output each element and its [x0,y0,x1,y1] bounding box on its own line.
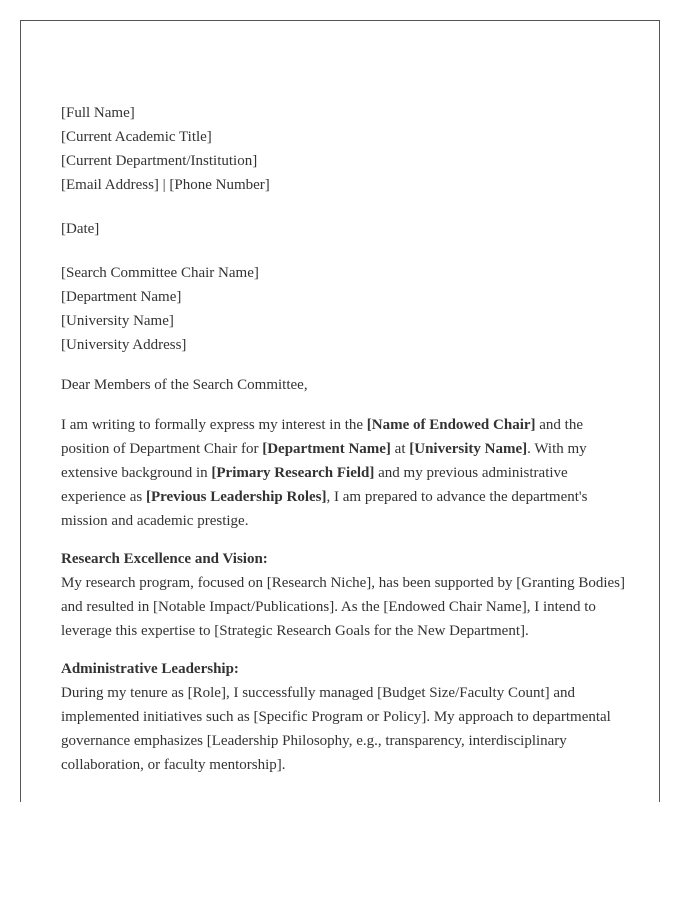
sender-title: [Current Academic Title] [61,129,212,145]
recipient-university: [University Name] [61,313,174,329]
intro-text-5: and my previous administrative experience as [61,465,568,505]
intro-paragraph [61,413,626,533]
research-section [61,547,626,643]
research-heading: Research Excellence and Vision: [61,551,268,567]
intro-research-field: [Primary Research Field] [211,465,375,481]
leadership-heading: Administrative Leadership: [61,661,239,677]
intro-leadership-roles: [Previous Leadership Roles] [145,489,327,505]
date-block [61,217,626,241]
intro-university: [University Name] [409,441,528,457]
letter-content [61,101,626,777]
intro-text-3: at [390,441,410,457]
sender-block [61,101,626,197]
sender-department: [Current Department/Institution] [61,153,258,169]
leadership-body: During my tenure as [Role], I successfully managed [Budget Size/Faculty Count] and implemented initiatives such as [Specific Program or Policy]. My approach to departmental governance emphasizes [Leadership Philosophy, e.g., transparency, interdisciplinary collaboration, or faculty mentorship]. [61,685,611,773]
recipient-address: [University Address] [61,337,187,353]
intro-text-1: I am writing to formally express my interest in the [61,417,367,433]
recipient-block [61,261,626,357]
letter-date: [Date] [61,221,100,237]
recipient-department: [Department Name] [61,289,182,305]
sender-full-name: [Full Name] [61,105,135,121]
leadership-section [61,657,626,777]
recipient-chair-name: [Search Committee Chair Name] [61,265,259,281]
intro-text-2: and the position of Department Chair for [61,417,583,457]
intro-department: [Department Name] [262,441,391,457]
letter-page [20,20,660,802]
research-body: My research program, focused on [Research Niche], has been supported by [Granting Bodies] and resulted in [Notable Impact/Publications]. As the [Endowed Chair Name], I intend to leverage this expertise to [Strategic Research Goals for the New Department]. [61,575,625,639]
intro-endowed-chair: [Name of Endowed Chair] [366,417,536,433]
intro-text-6: , I am prepared to advance the department's mission and academic prestige. [61,489,588,529]
sender-contact: [Email Address] | [Phone Number] [61,177,270,193]
salutation: Dear Members of the Search Committee, [61,377,308,393]
intro-text-4: . With my extensive background in [61,441,587,481]
